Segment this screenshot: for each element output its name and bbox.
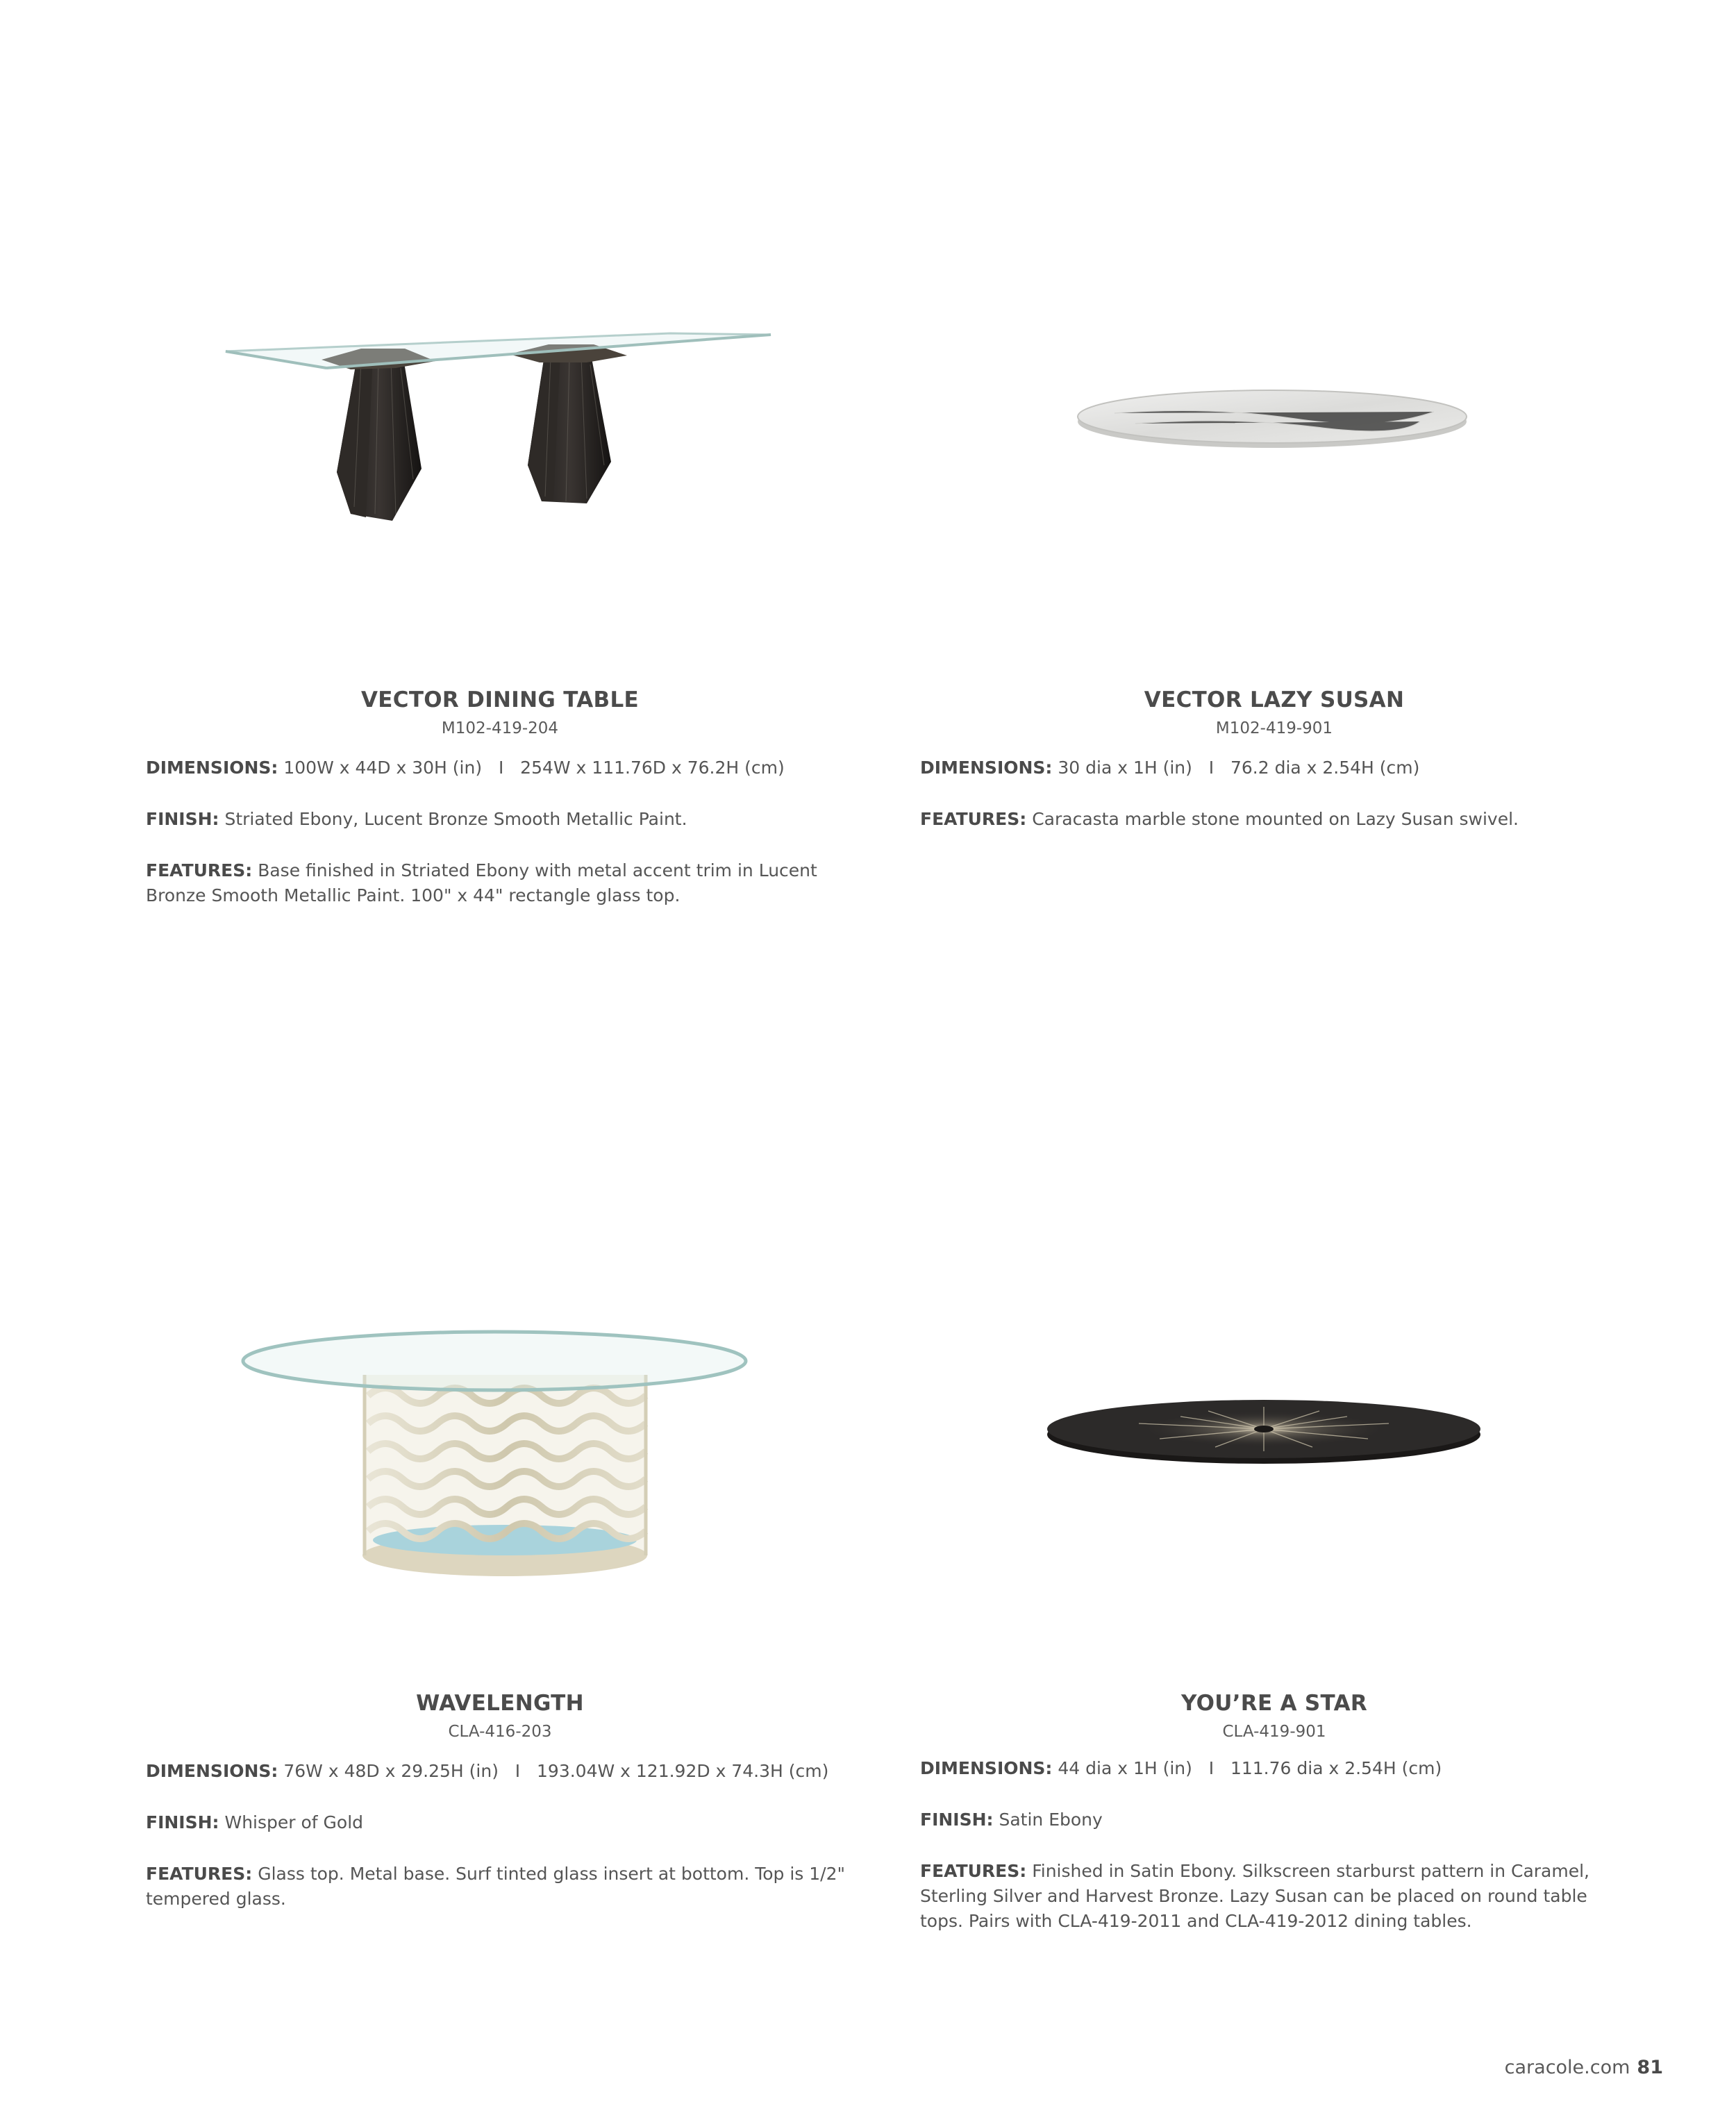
features-value: Finished in Satin Ebony. Silkscreen starburst pattern in Caramel, Sterling Silver and Harvest Bronze. Lazy Susan can be placed on round table tops. Pairs with CLA-419-2011 and CLA-419-2012 dining tables.	[920, 1861, 1589, 1931]
features-spec	[146, 858, 854, 908]
finish-spec	[920, 1807, 1628, 1832]
dimensions-label: DIMENSIONS:	[920, 1758, 1053, 1778]
features-label: FEATURES:	[146, 1864, 253, 1884]
youre-a-star-image	[1042, 1389, 1486, 1472]
vector-dining-table-image	[219, 319, 774, 528]
product-sku: CLA-416-203	[448, 1723, 552, 1741]
dimensions-value: 44 dia x 1H (in) I 111.76 dia x 2.54H (cm)	[1058, 1758, 1442, 1778]
features-label: FEATURES:	[146, 860, 253, 880]
page-number: 81	[1637, 2057, 1663, 2078]
finish-value: Striated Ebony, Lucent Bronze Smooth Metallic Paint.	[224, 809, 687, 829]
finish-label: FINISH:	[146, 1812, 219, 1832]
product-vector-lazy-susan	[920, 687, 1628, 832]
features-spec	[920, 807, 1628, 832]
product-youre-a-star	[920, 1691, 1628, 1934]
product-sku: CLA-419-901	[1222, 1723, 1326, 1741]
product-title: VECTOR DINING TABLE	[361, 687, 639, 712]
finish-spec	[146, 1810, 854, 1835]
dimensions-label: DIMENSIONS:	[146, 758, 278, 778]
features-value: Base finished in Striated Ebony with metal accent trim in Lucent Bronze Smooth Metallic Paint. 100" x 44" rectangle glass top.	[146, 860, 817, 905]
product-title: VECTOR LAZY SUSAN	[1144, 687, 1405, 712]
wavelength-table-image	[240, 1319, 750, 1583]
finish-spec	[146, 807, 854, 832]
dimensions-label: DIMENSIONS:	[146, 1761, 278, 1781]
features-value: Glass top. Metal base. Surf tinted glass insert at bottom. Top is 1/2" tempered glass.	[146, 1864, 846, 1909]
product-title: YOU’RE A STAR	[1180, 1691, 1368, 1716]
dimensions-value: 100W x 44D x 30H (in) I 254W x 111.76D x 76.2H (cm)	[283, 758, 785, 778]
dimensions-value: 76W x 48D x 29.25H (in) I 193.04W x 121.92D x 74.3H (cm)	[283, 1761, 829, 1781]
product-sku: M102-419-204	[441, 719, 559, 737]
features-spec	[920, 1859, 1628, 1934]
features-value: Caracasta marble stone mounted on Lazy Susan swivel.	[1032, 809, 1519, 829]
footer-site-link[interactable]: caracole.com	[1504, 2057, 1630, 2078]
dimensions-spec	[920, 755, 1628, 780]
product-wavelength	[146, 1691, 854, 1912]
page-footer	[1505, 2057, 1663, 2078]
vector-lazy-susan-image	[1073, 378, 1472, 455]
dimensions-spec	[920, 1756, 1628, 1781]
product-sku: M102-419-901	[1215, 719, 1333, 737]
dimensions-spec	[146, 1759, 854, 1784]
features-label: FEATURES:	[920, 1861, 1027, 1881]
finish-value: Satin Ebony	[999, 1810, 1103, 1830]
dimensions-spec	[146, 755, 854, 780]
finish-value: Whisper of Gold	[224, 1812, 364, 1832]
dimensions-value: 30 dia x 1H (in) I 76.2 dia x 2.54H (cm)	[1058, 758, 1420, 778]
features-label: FEATURES:	[920, 809, 1027, 829]
finish-label: FINISH:	[920, 1810, 994, 1830]
product-vector-dining-table	[146, 687, 854, 908]
features-spec	[146, 1862, 854, 1912]
product-title: WAVELENGTH	[416, 1691, 584, 1716]
dimensions-label: DIMENSIONS:	[920, 758, 1053, 778]
finish-label: FINISH:	[146, 809, 219, 829]
